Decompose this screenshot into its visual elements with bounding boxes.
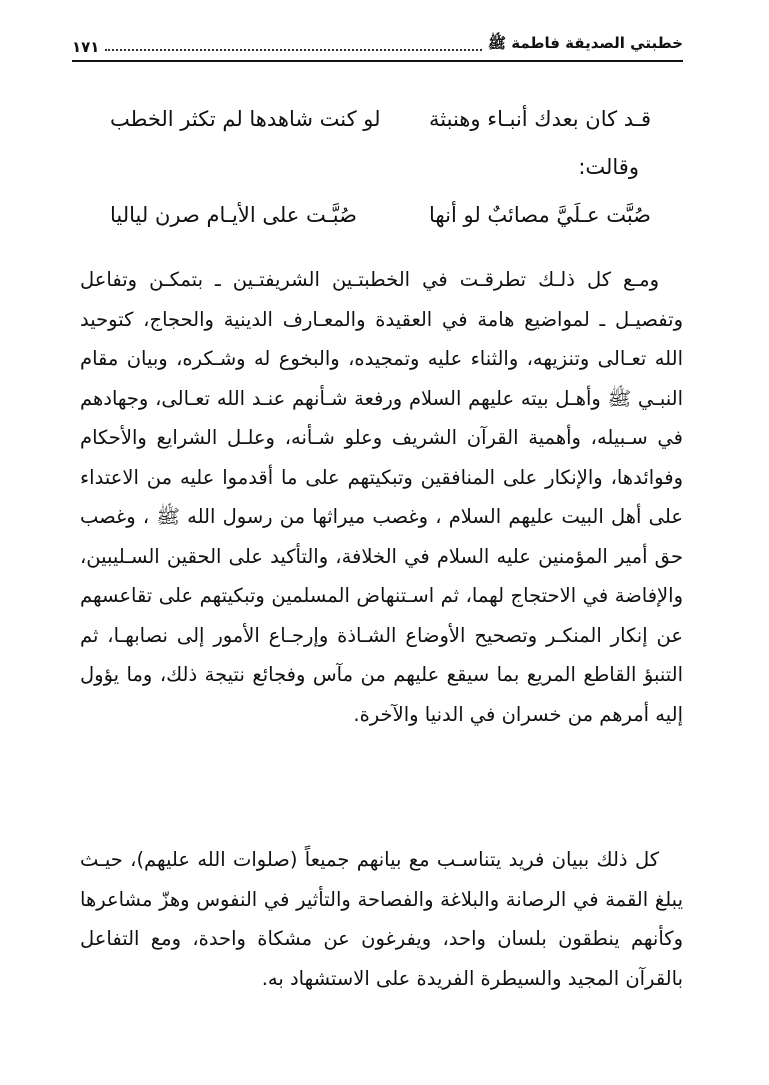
page-number: ١٧١ <box>72 38 100 56</box>
poem-verse-1-first-hemistich: قـد كان بعدك أنبـاء وهنبثة <box>429 107 651 131</box>
poem-verse-2 <box>110 200 651 230</box>
poem-verse-1-second-hemistich: لو كنت شاهدها لم تكثر الخطب <box>110 107 381 131</box>
body-paragraph-1: ومـع كل ذلـك تطرقـت في الخطبتـين الشريفتـين ـ بتمكـن وتفاعل وتفصيـل ـ لمواضيع هامة في العقيدة والمعـارف الدينية والحجاج، كتوحيد الله تعـالى وتنزيهه، والثناء عليه وتمجيده، والبخوع له وشـكره، وبيان مقام النبـي ﷺ وأهـل بيته عليهم السلام ورفعة شـأنهم عنـد الله تعـالى، وجهادهم في سـبيله، وأهمية القرآن الشريف وعلو شـأنه، وعلـل الشرايع والأحكام وفوائدها، والإنكار على المنافقين وتبكيتهم على ما أقدموا عليه من الاعتداء على أهل البيت عليهم السلام ، وغصب ميراثها من رسول الله ﷺ ، وغصب حق أمير المؤمنين عليه السلام في الخلافة، والتأكيد على الحقين السـليبين، والإفاضة في الاحتجاج لهما، ثم اسـتنهاض المسلمين وتبكيتهم على تقاعسهم عن إنكار المنكـر وتصحيح الأوضاع الشـاذة وإرجـاع الأمور إلى نصابهـا، ثم التنبؤ القاطع المريع بما سيقع عليهم من مآس وفجائع نتيجة ذلك، وما يؤول إليه أمرهم من خسران في الدنيا والآخرة. <box>80 268 683 726</box>
verse-intro: وقالت: <box>578 155 639 179</box>
poem-verse-2-first-hemistich: صُبَّت عـلَيَّ مصائبٌ لو أنها <box>429 203 651 227</box>
poem-verse-2-second-hemistich: صُبَّـت على الأيـام صرن لياليا <box>110 203 357 227</box>
header-rule <box>72 60 683 62</box>
header-dot-leader <box>105 49 481 51</box>
poem-verse-1 <box>110 104 651 134</box>
running-header <box>72 30 683 56</box>
header-title: خطبتي الصديقة فاطمة ﷺ <box>487 34 683 52</box>
body-paragraph-2: كل ذلك ببيان فريد يتناسـب مع بيانهم جميعاً (صلوات الله عليهم)، حيـث يبلغ القمة في الرصانة والبلاغة والفصاحة والتأثير في النفوس وهزّ مشاعرها وكأنهم ينطقون بلسان واحد، ويفرغون عن مشكاة واحدة، ومع التفاعل بالقرآن المجيد والسيطرة الفريدة على الاستشهاد به. <box>80 848 683 990</box>
